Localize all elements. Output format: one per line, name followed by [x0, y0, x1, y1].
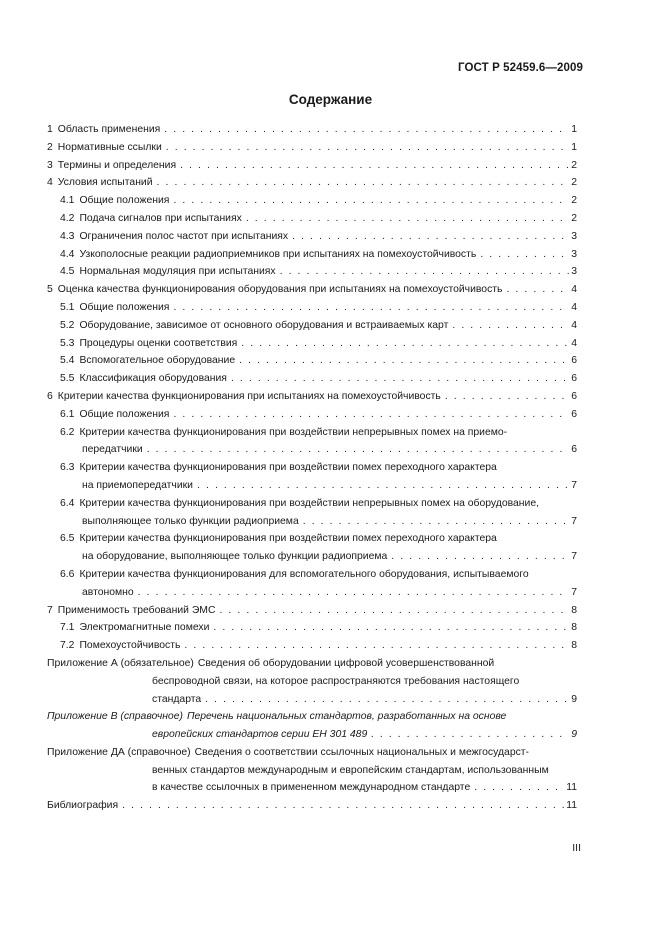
annex-b-line-2: европейских стандартов серии ЕН 301 489 . . . 9 — [47, 726, 577, 744]
annex-da-line-3: в качестве ссылочных в примененном международном стандарте . . . 11 — [47, 779, 577, 797]
toc-entry-6-3-cont: на приемопередатчики . . . 7 — [47, 477, 577, 495]
toc-entry-6-1: 6.1 Общие положения . . . 6 — [47, 406, 577, 424]
toc-entry-5-3: 5.3 Процедуры оценки соответствия . . . 4 — [47, 335, 577, 353]
toc-entry-6-5-cont: на оборудование, выполняющее только функции радиоприема . . . 7 — [47, 548, 577, 566]
toc-entry-6-2: 6.2 Критерии качества функционирования при воздействии непрерывных помех на приемо- — [60, 426, 508, 438]
toc-entry-5-1: 5.1 Общие положения . . . 4 — [47, 299, 577, 317]
toc-entry-6-6: 6.6 Критерии качества функционирования для вспомогательного оборудования, испытываемого — [60, 568, 529, 580]
toc-entry-5: 5 Оценка качества функционирования оборудования при испытаниях на помехоустойчивость . . . 4 — [47, 281, 577, 299]
annex-a: Приложение А (обязательное) Сведения об оборудовании цифровой усовершенствованной — [47, 657, 495, 669]
toc-entry-2: 2 Нормативные ссылки . . . 1 — [47, 139, 577, 157]
toc-entry-4-2: 4.2 Подача сигналов при испытаниях . . . 2 — [47, 210, 577, 228]
annex-a-line-2: беспроводной связи, на которое распространяются требования настоящего — [152, 675, 520, 687]
toc-entry-6-4: 6.4 Критерии качества функционирования при воздействии непрерывных помех на оборудование, — [60, 497, 540, 509]
toc-entry-1: 1 Область применения . . . 1 — [47, 121, 577, 139]
toc-entry-5-5: 5.5 Классификация оборудования . . . 6 — [47, 370, 577, 388]
toc-entry-6: 6 Критерии качества функционирования при испытаниях на помехоустойчивость . . . 6 — [47, 388, 577, 406]
toc-entry-5-4: 5.4 Вспомогательное оборудование . . . 6 — [47, 352, 577, 370]
toc-entry-4-3: 4.3 Ограничения полос частот при испытаниях . . . 3 — [47, 228, 577, 246]
toc-entry-4: 4 Условия испытаний . . . 2 — [47, 174, 577, 192]
toc-entry-7-2: 7.2 Помехоустойчивость . . . 8 — [47, 637, 577, 655]
toc-entry-6-6-cont: автономно . . . 7 — [47, 584, 577, 602]
toc-entry-4-5: 4.5 Нормальная модуляция при испытаниях . . . 3 — [47, 263, 577, 281]
page-title: Содержание — [288, 92, 373, 107]
toc-entry-4-4: 4.4 Узкополосные реакции радиоприемников при испытаниях на помехоустойчивость . . . 3 — [47, 246, 577, 264]
standard-code: ГОСТ Р 52459.6—2009 — [458, 62, 583, 74]
annex-a-line-3: стандарта . . . 9 — [47, 691, 577, 709]
toc-entry-7-1: 7.1 Электромагнитные помехи . . . 8 — [47, 619, 577, 637]
toc-entry-6-3: 6.3 Критерии качества функционирования при воздействии помех переходного характера — [60, 462, 497, 474]
bibliography-entry: Библиография . . . 11 — [47, 797, 577, 815]
annex-b: Приложение В (справочное) Перечень национальных стандартов, разработанных на основе — [47, 711, 507, 723]
table-of-contents — [47, 121, 577, 815]
annex-da: Приложение ДА (справочное) Сведения о соответствии ссылочных национальных и межгосударст- — [47, 746, 530, 758]
toc-entry-3: 3 Термины и определения . . . 2 — [47, 157, 577, 175]
toc-entry-6-4-cont: выполняющее только функции радиоприема . . . 7 — [47, 513, 577, 531]
toc-entry-5-2: 5.2 Оборудование, зависимое от основного оборудования и встраиваемых карт . . . 4 — [47, 317, 577, 335]
toc-entry-6-2-cont: передатчики . . . 6 — [47, 441, 577, 459]
toc-entry-4-1: 4.1 Общие положения . . . 2 — [47, 192, 577, 210]
toc-entry-7: 7 Применимость требований ЭМС . . . 8 — [47, 602, 577, 620]
toc-entry-6-5: 6.5 Критерии качества функционирования при воздействии помех переходного характера — [60, 533, 497, 545]
page-number: III — [572, 842, 581, 854]
annex-da-line-2: венных стандартов международным и европейским стандартам, использованным — [152, 764, 549, 776]
